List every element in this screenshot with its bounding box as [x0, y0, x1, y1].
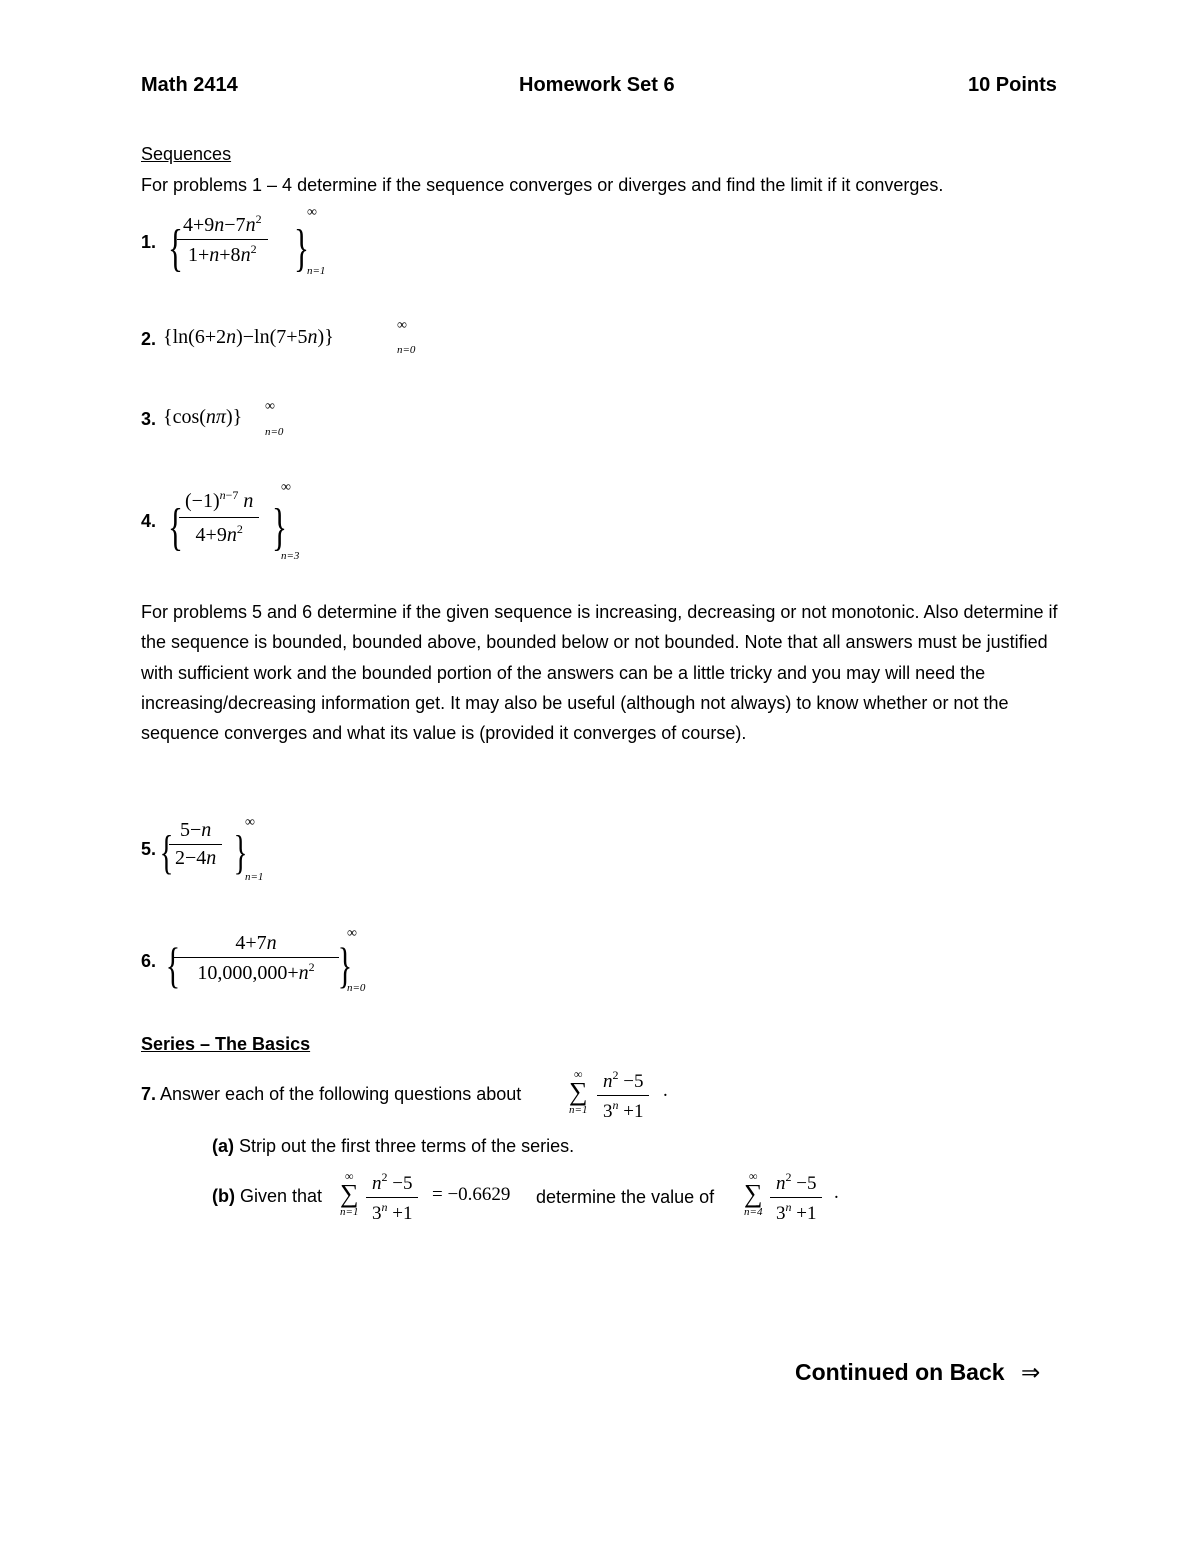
monotonic-intro: For problems 5 and 6 determine if the given sequence is increasing, decreasing or not monotonic. Also determine if the sequence is bounded, bounded above, bounded below or not bounded. Note that all answers must be justified with sufficient work and the bounded portion of the answers can be a little tricky and you may will need the increasing/decreasing information get. It may also be useful (although not always) to know whether or not the sequence converges and what its value is (provided it converges of course).: [141, 602, 1058, 744]
problem-1-fraction: $4+9n-7n^2$ $1+n+8n^2$: [177, 212, 268, 267]
problem-6: 6. { 4+7n $10,000,000+n^2$ } ∞ n=0: [141, 926, 366, 994]
problem-1-label: 1.: [141, 232, 157, 252]
page-title: Homework Set 6: [519, 74, 675, 96]
course-label: Math 2414: [141, 74, 238, 96]
problem-3: 3. {cos(nπ)} ∞ n=0: [141, 399, 284, 438]
right-brace: }: [293, 220, 309, 277]
problem-6-fraction: 4+7n $10,000,000+n^2$: [173, 932, 339, 985]
points-label: 10 Points: [968, 74, 1057, 96]
part-b: (b) Given that ∞ ∑ n=1 $n^2 -5$ $3^n +1$ = −0.6629 determine the value of ∞ ∑ n=4 $n^2 -5$ $3^n +1$ .: [212, 1169, 839, 1224]
part-b-value: = −0.6629: [432, 1184, 511, 1205]
problem-4-fraction: $(-1)^{n-7}$ n $4+9n^2$: [179, 488, 259, 547]
part-a: (a) Strip out the first three terms of the series.: [212, 1136, 575, 1156]
series-heading: Series – The Basics: [141, 1034, 311, 1054]
problem-1: 1. { $4+9n-7n^2$ $1+n+8n^2$ } ∞ n=1: [141, 205, 326, 277]
sequences-intro: For problems 1 – 4 determine if the sequence converges or diverges and find the limit if it converges.: [141, 175, 944, 195]
sequences-heading: Sequences: [141, 144, 232, 164]
problem-7-series-fraction: $n^2 -5$ $3^n +1$: [597, 1068, 649, 1123]
problem-7-text: Answer each of the following questions about: [160, 1084, 522, 1104]
problem-7-label: 7.: [141, 1084, 157, 1104]
problem-3-expression: {cos(nπ)}: [163, 406, 243, 428]
problem-5-fraction: 5−n 2−4n: [169, 819, 222, 870]
problem-2-expression: {ln(6+2n)−ln(7+5n)}: [163, 326, 334, 348]
left-brace: {: [167, 220, 183, 277]
right-arrow-icon: ⇒: [1020, 1360, 1041, 1385]
problem-4: 4. { $(-1)^{n-7}$ n $4+9n^2$ } ∞ n=3: [141, 480, 300, 562]
problem-7: 7. Answer each of the following questions about ∞ ∑ n=1 $n^2 -5$ $3^n +1$ .: [141, 1067, 668, 1122]
continued-on-back: Continued on Back ⇒: [795, 1359, 1041, 1385]
problem-5: 5. { 5−n 2−4n } ∞ n=1: [141, 815, 264, 883]
sum-symbol: ∞ ∑ n=1: [569, 1067, 588, 1116]
problem-2: 2. {ln(6+2n)−ln(7+5n)} ∞ n=0: [141, 318, 416, 356]
